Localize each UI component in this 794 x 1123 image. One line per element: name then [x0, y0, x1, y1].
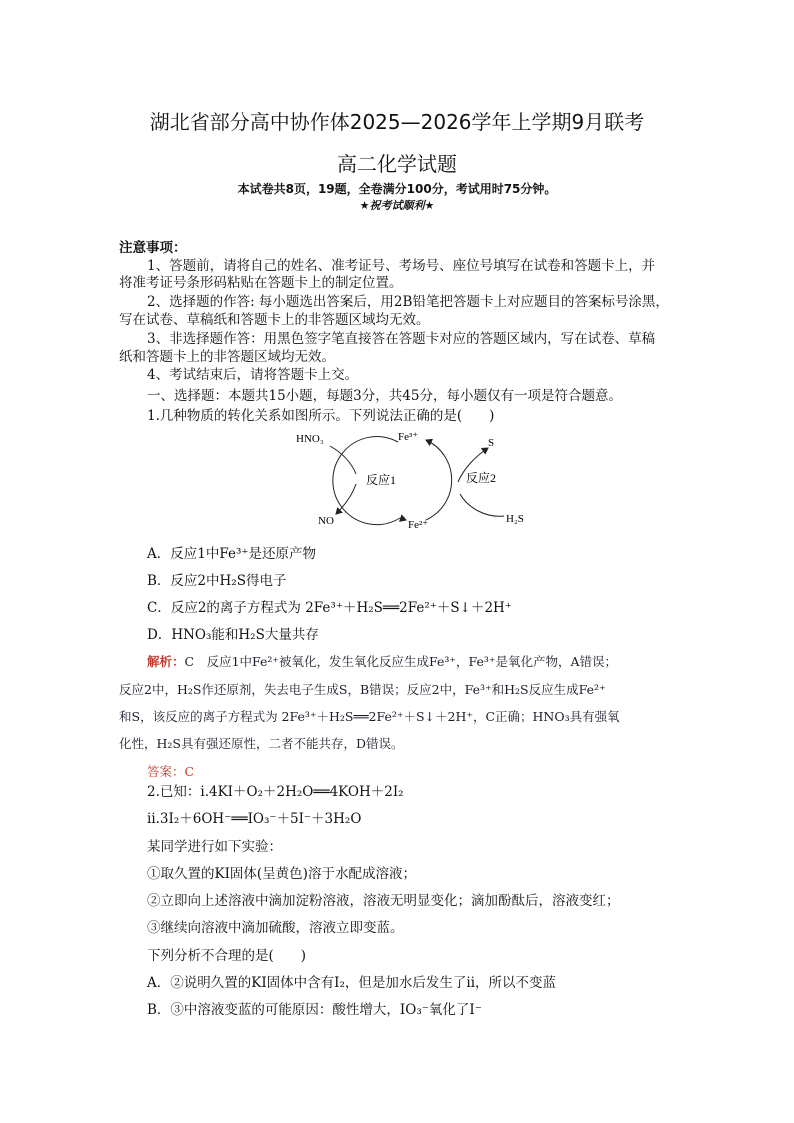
q1-analysis-line2: 反应2中，H₂S作还原剂，失去电子生成S，B错误；反应2中，Fe³⁺和H₂S反应生成Fe²⁺: [119, 682, 606, 697]
label-reaction1: 反应1: [366, 473, 397, 487]
r2-arc-main: [426, 440, 452, 520]
q1-option-a: A．反应1中Fe³⁺是还原产物: [147, 546, 316, 562]
note-1a: 1、答题前，请将自己的姓名、准考证号、考场号、座位号填写在试卷和答题卡上，并: [147, 258, 656, 274]
q2-experiment-2: ②立即向上述溶液中滴加淀粉溶液，溶液无明显变化；滴加酚酞后，溶液变红；: [147, 893, 620, 909]
q2-intro: 某同学进行如下实验：: [147, 839, 282, 855]
q1-reaction-diagram: [280, 424, 550, 536]
notes-heading: 注意事项：: [119, 240, 187, 256]
q2-experiment-3: ③继续向溶液中滴加硫酸，溶液立即变蓝。: [147, 920, 404, 936]
h2s-arrow: [460, 494, 504, 516]
q2-stem-1: 2.已知：ⅰ.4KI＋O₂＋2H₂O══4KOH＋2I₂: [147, 784, 404, 800]
q1-option-b: B．反应2中H₂S得电子: [147, 573, 287, 589]
no-arrow: [336, 484, 356, 514]
q1-analysis-line1: [147, 652, 617, 670]
section-heading: 一、选择题：本题共15小题，每题3分，共45分，每小题仅有一项是符合题意。: [147, 388, 622, 404]
note-3a: 3、非选择题作答：用黑色签字笔直接答在答题卡对应的答题区域内，写在试卷、草稿: [147, 331, 656, 347]
q1-analysis-line3: 和S，该反应的离子方程式为 2Fe³⁺＋H₂S══2Fe²⁺＋S↓＋2H⁺，C正确；HNO₃具有强氧: [119, 709, 620, 724]
q1-analysis-line4: 化性，H₂S具有强还原性，二者不能共存，D错误。: [119, 736, 404, 751]
note-4: 4、考试结束后，请将答题卡上交。: [147, 367, 359, 383]
analysis-label: 解析：: [147, 654, 185, 669]
label-reaction2: 反应2: [466, 471, 497, 485]
note-2a: 2、选择题的作答: 每小题选出答案后，用2B铅笔把答题卡上对应题目的答案标号涂黑，: [147, 294, 669, 310]
label-no: NO: [318, 515, 334, 527]
note-1b: 将准考证号条形码粘贴在答题卡上的制定位置。: [119, 275, 403, 291]
label-s: S: [488, 437, 495, 449]
note-2b: 写在试卷、草稿纸和答题卡上的非答题区域均无效。: [119, 312, 430, 328]
label-fe2: Fe²⁺: [408, 519, 429, 531]
analysis-text1: C 反应1中Fe²⁺被氧化，发生氧化反应生成Fe³⁺，Fe³⁺是氧化产物，A错误；: [184, 654, 618, 669]
q2-stem-2: ⅱ.3I₂＋6OH⁻══IO₃⁻＋5I⁻＋3H₂O: [147, 811, 362, 827]
q1-option-c: C．反应2的离子方程式为 2Fe³⁺＋H₂S══2Fe²⁺＋S↓＋2H⁺: [147, 600, 512, 616]
note-3b: 纸和答题卡上的非答题区域均无效。: [119, 349, 335, 365]
q2-ask: 下列分析不合理的是( ): [147, 948, 307, 964]
q1-stem: 1.几种物质的转化关系如图所示。下列说法正确的是( ): [147, 408, 495, 424]
exam-title: 湖北省部分高中协作体2025—2026学年上学期9月联考: [149, 110, 645, 134]
label-h2s: H₂S: [506, 513, 524, 525]
q1-answer: 答案：C: [147, 764, 195, 779]
q2-option-a: A．②说明久置的KI固体中含有I₂，但是加水后发生了ⅱ，所以不变蓝: [147, 975, 557, 991]
exam-wish: ★祝考试顺利★: [359, 199, 435, 212]
label-hno3: HNO₃: [296, 433, 324, 445]
q2-experiment-1: ①取久置的KI固体(呈黄色)溶于水配成溶液；: [147, 866, 416, 882]
exam-subtitle: 高二化学试题: [337, 152, 457, 176]
q1-option-d: D．HNO₃能和H₂S大量共存: [147, 627, 319, 643]
label-fe3: Fe³⁺: [398, 431, 419, 443]
exam-info: 本试卷共8页，19题，全卷满分100分，考试用时75分钟。: [237, 182, 557, 196]
q2-option-b: B．③中溶液变蓝的可能原因：酸性增大，IO₃⁻氧化了I⁻: [147, 1002, 482, 1018]
